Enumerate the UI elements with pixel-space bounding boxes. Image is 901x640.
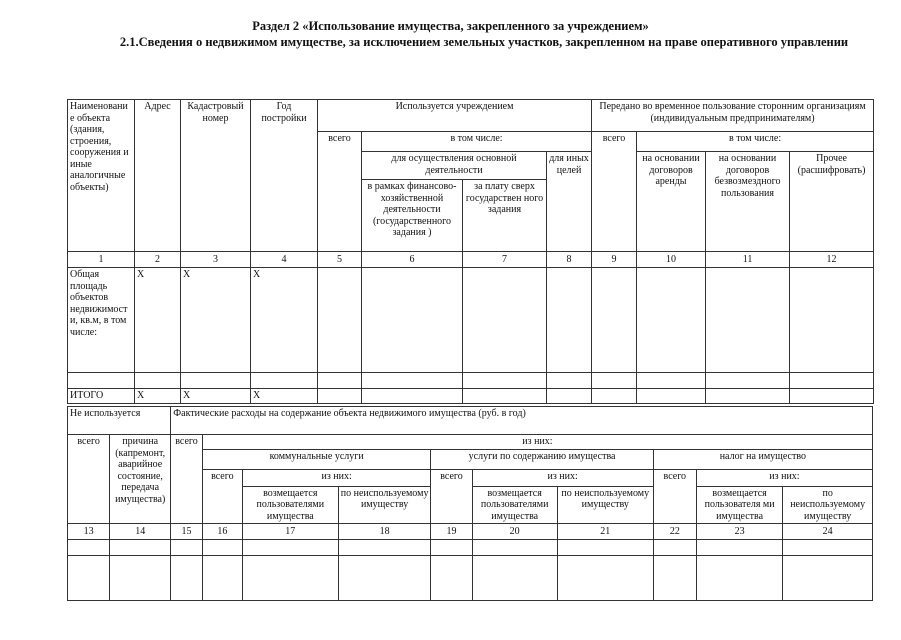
table-cell[interactable]: [463, 373, 547, 389]
col-number: 22: [653, 524, 696, 540]
table-cell[interactable]: [110, 540, 171, 556]
table-cell[interactable]: [318, 389, 362, 404]
table-cell[interactable]: [68, 373, 135, 389]
table-cell[interactable]: [362, 268, 463, 373]
table-cell[interactable]: [242, 540, 338, 556]
col-number: 3: [181, 252, 251, 268]
table-cell[interactable]: [202, 556, 242, 601]
main-activity: для осуществления основной деятельности: [362, 152, 547, 180]
table-cell[interactable]: [557, 540, 653, 556]
tax-reimbursed: возмещается пользователя ми имущества: [696, 486, 782, 524]
col-number: 11: [706, 252, 790, 268]
col-number: 5: [318, 252, 362, 268]
col-number: 2: [135, 252, 181, 268]
table-cell[interactable]: [706, 268, 790, 373]
table-cell[interactable]: [472, 540, 557, 556]
lease: на основании договоров аренды: [637, 152, 706, 252]
utilities-total: всего: [202, 469, 242, 524]
table-cell[interactable]: [790, 268, 874, 373]
free-use: на основании договоров безвозмездного пользования: [706, 152, 790, 252]
table-cell[interactable]: [637, 268, 706, 373]
section-title: Раздел 2 «Использование имущества, закрепленного за учреждением»: [252, 19, 649, 33]
tax-total: всего: [653, 469, 696, 524]
table-cell[interactable]: [637, 389, 706, 404]
maintenance-unused: по неиспользуемому имуществу: [557, 486, 653, 524]
table-cell[interactable]: [706, 389, 790, 404]
table-cell[interactable]: [653, 556, 696, 601]
utilities-unused: по неиспользуемому имуществу: [338, 486, 431, 524]
table-cell[interactable]: [362, 373, 463, 389]
transferred-total: всего: [592, 132, 637, 252]
col-number: 4: [251, 252, 318, 268]
table-cell[interactable]: [251, 373, 318, 389]
table-cell[interactable]: [110, 556, 171, 601]
table-cell[interactable]: [362, 389, 463, 404]
group-transferred: Передано во временное пользование сторонним организациям (индивидуальным предпринимателям): [592, 100, 874, 132]
other-goals: для иных целей: [547, 152, 592, 252]
group-used: Используется учреждением: [318, 100, 592, 132]
col-number: 6: [362, 252, 463, 268]
not-used-header: Не используется: [68, 407, 171, 435]
col-number: 7: [463, 252, 547, 268]
col-number: 13: [68, 524, 110, 540]
row-total-area-label: Общая площадь объектов недвижимост и, кв.м, в том числе:: [68, 268, 135, 373]
table-cell[interactable]: [68, 540, 110, 556]
cell-x: X: [135, 389, 181, 404]
col-number: 14: [110, 524, 171, 540]
table-cell[interactable]: [135, 373, 181, 389]
table-cell[interactable]: [338, 556, 431, 601]
utilities: коммунальные услуги: [202, 449, 431, 469]
maintenance-total: всего: [431, 469, 472, 524]
table-cell[interactable]: [790, 389, 874, 404]
table-cell[interactable]: [696, 540, 782, 556]
real-estate-table: [67, 99, 874, 404]
table-cell[interactable]: [431, 556, 472, 601]
col-number: 10: [637, 252, 706, 268]
table-cell[interactable]: [783, 540, 873, 556]
col-number: 15: [171, 524, 203, 540]
col-number: 9: [592, 252, 637, 268]
table-cell[interactable]: [338, 540, 431, 556]
table-cell[interactable]: [592, 389, 637, 404]
table-cell[interactable]: [790, 373, 874, 389]
table-cell[interactable]: [696, 556, 782, 601]
table-cell[interactable]: [202, 540, 242, 556]
table-cell[interactable]: [463, 268, 547, 373]
other: Прочее (расшифровать): [790, 152, 874, 252]
col-header-cadastral: Кадастровый номер: [181, 100, 251, 252]
expenses-table: [67, 406, 873, 601]
row-itogo-label: ИТОГО: [68, 389, 135, 404]
table-cell[interactable]: [181, 373, 251, 389]
table-cell[interactable]: [472, 556, 557, 601]
col-number: 8: [547, 252, 592, 268]
not-used-total: всего: [68, 435, 110, 524]
col-number: 24: [783, 524, 873, 540]
table-cell[interactable]: [171, 540, 203, 556]
maintenance: услуги по содержанию имущества: [431, 449, 653, 469]
used-including: в том числе:: [362, 132, 592, 152]
used-total: всего: [318, 132, 362, 252]
col-number: 16: [202, 524, 242, 540]
cell-x: X: [181, 389, 251, 404]
utilities-reimbursed: возмещается пользователями имущества: [242, 486, 338, 524]
section-subtitle: 2.1.Сведения о недвижимом имуществе, за исключением земельных участков, закрепленном на праве оперативного управлении: [119, 35, 849, 49]
cell-x: X: [135, 268, 181, 373]
col-number: 1: [68, 252, 135, 268]
table-cell[interactable]: [557, 556, 653, 601]
expenses-total: всего: [171, 435, 203, 524]
maintenance-of-them: из них:: [472, 469, 653, 486]
table-cell[interactable]: [463, 389, 547, 404]
cell-x: X: [251, 268, 318, 373]
property-tax: налог на имущество: [653, 449, 872, 469]
table-cell[interactable]: [431, 540, 472, 556]
col-number: 12: [790, 252, 874, 268]
col-number: 23: [696, 524, 782, 540]
table-cell[interactable]: [318, 373, 362, 389]
col-number: 20: [472, 524, 557, 540]
col-number: 17: [242, 524, 338, 540]
table-cell[interactable]: [547, 268, 592, 373]
table-cell[interactable]: [592, 373, 637, 389]
cell-x: X: [251, 389, 318, 404]
table-cell[interactable]: [318, 268, 362, 373]
col-number: 19: [431, 524, 472, 540]
expenses-header: Фактические расходы на содержание объекта недвижимого имущества (руб. в год): [171, 407, 873, 435]
tax-unused: по неиспользуемому имуществу: [783, 486, 873, 524]
table-cell[interactable]: [783, 556, 873, 601]
table-cell[interactable]: [242, 556, 338, 601]
table-cell[interactable]: [653, 540, 696, 556]
table-cell[interactable]: [68, 556, 110, 601]
table-cell[interactable]: [592, 268, 637, 373]
transferred-including: в том числе:: [637, 132, 874, 152]
table-cell[interactable]: [547, 373, 592, 389]
maintenance-reimbursed: возмещается пользователями имущества: [472, 486, 557, 524]
col-header-address: Адрес: [135, 100, 181, 252]
table-cell[interactable]: [706, 373, 790, 389]
table-cell[interactable]: [171, 556, 203, 601]
cell-x: X: [181, 268, 251, 373]
tax-of-them: из них:: [696, 469, 872, 486]
expenses-of-them: из них:: [202, 435, 872, 450]
table-cell[interactable]: [637, 373, 706, 389]
reason: причина (капремонт, аварийное состояние, передача имущества): [110, 435, 171, 524]
col-header-year: Год постройки: [251, 100, 318, 252]
table-cell[interactable]: [547, 389, 592, 404]
col-number: 21: [557, 524, 653, 540]
col-header-name: Наименовани е объекта (здания, строения, сооружения и иные аналогичные объекты): [68, 100, 135, 252]
col-number: 18: [338, 524, 431, 540]
utilities-of-them: из них:: [242, 469, 431, 486]
paid-over: за плату сверх государствен ного задания: [463, 180, 547, 252]
state-task: в рамках финансово-хозяйственной деятельности (государственного задания ): [362, 180, 463, 252]
